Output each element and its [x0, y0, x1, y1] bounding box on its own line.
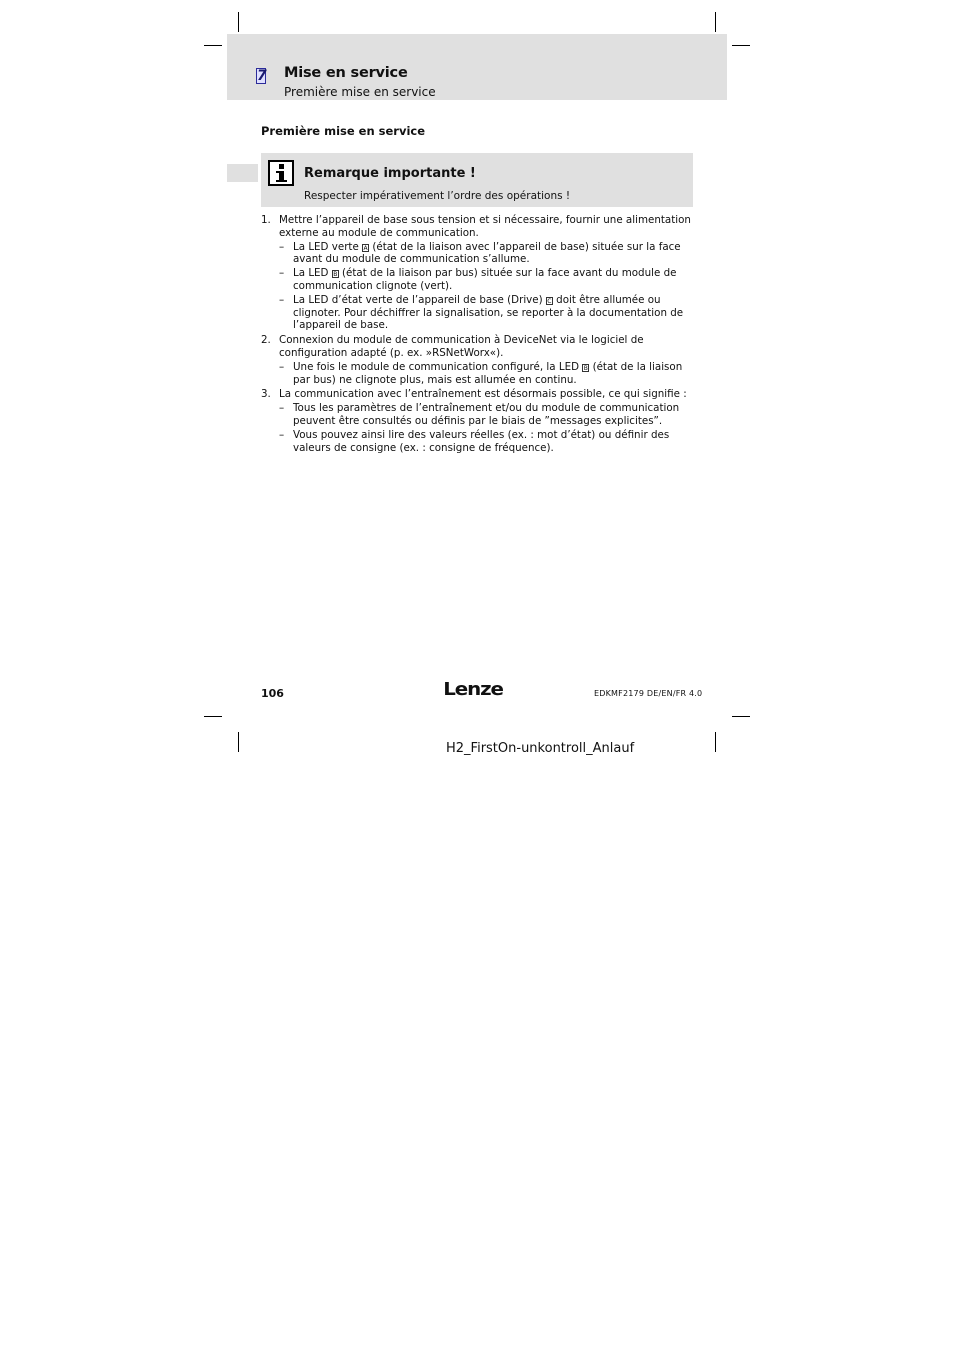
bullet-dash: – — [279, 240, 285, 253]
bullet-text-pre: La LED d’état verte de l’appareil de base (Drive) — [293, 293, 546, 306]
info-icon — [268, 160, 294, 186]
step-item — [261, 214, 695, 332]
footer-tag: H2_FirstOn-unkontroll_Anlauf — [446, 741, 635, 756]
bullet-text — [293, 361, 695, 387]
page-number: 106 — [261, 687, 284, 700]
bullet-text-pre: La LED — [293, 267, 332, 280]
bullet-item — [279, 241, 695, 267]
bullet-item — [279, 402, 695, 428]
led-marker: B — [583, 364, 588, 372]
crop-mark — [238, 12, 239, 32]
chapter-subtitle: Première mise en service — [284, 85, 436, 99]
step-item — [261, 388, 695, 454]
bullet-item — [279, 361, 695, 387]
step-text: Mettre l’appareil de base sous tension et si nécessaire, fournir une alimentation externe au module de communication. — [279, 214, 691, 239]
section-heading: Première mise en service — [261, 124, 426, 138]
crop-mark — [732, 716, 750, 717]
step-number: 1. — [261, 214, 271, 226]
bullet-text — [293, 241, 695, 267]
bullet-dash: – — [279, 360, 285, 373]
bullet-text-pre: Tous les paramètres de l’entraînement et/ou du module de communication peuvent être consultés ou définis par le biais de ”messages explicites”. — [293, 402, 680, 427]
step-text: La communication avec l’entraînement est désormais possible, ce qui signifie : — [279, 388, 687, 401]
step-text: Connexion du module de communication à DeviceNet via le logiciel de configuration adapté (p. ex. »RSNetWorx«). — [279, 334, 644, 359]
bullet-text-post: (état de la liaison avec l’appareil de base) située sur la face avant du module de communication s’allume. — [293, 240, 681, 266]
bullet-text — [293, 402, 695, 428]
bullet-text-pre: Vous pouvez ainsi lire des valeurs réelles (ex. : mot d’état) ou définir des valeurs de consigne (ex. : consigne de fréquence). — [293, 428, 670, 454]
step-item — [261, 334, 695, 386]
note-title: Remarque importante ! — [304, 166, 476, 181]
bullet-text-post: doit être allumée ou clignoter. Pour déchiffrer la signalisation, se reporter à la documentation de l’appareil de base. — [293, 293, 684, 332]
crop-mark — [732, 45, 750, 46]
chapter-title: Mise en service — [284, 65, 408, 81]
crop-mark — [715, 12, 716, 32]
bullet-dash: – — [279, 267, 285, 280]
bullet-text — [293, 294, 695, 332]
step-number: 2. — [261, 334, 271, 347]
bullet-text-post: (état de la liaison par bus) située sur la face avant du module de communication clignote (vert). — [293, 267, 677, 292]
bullet-dash: – — [279, 402, 285, 415]
bullet-text-pre: Une fois le module de communication configuré, la LED — [293, 360, 583, 373]
steps-list — [261, 214, 695, 456]
side-tab — [227, 164, 258, 182]
bullet-text-pre: La LED verte — [293, 240, 363, 253]
bullet-dash: – — [279, 293, 285, 306]
crop-mark — [204, 45, 222, 46]
bullet-item — [279, 294, 695, 332]
bullet-item — [279, 267, 695, 293]
bullet-text — [293, 429, 695, 455]
led-marker: B — [333, 271, 338, 279]
document-reference: EDKMF2179 DE/EN/FR 4.0 — [594, 689, 703, 698]
chapter-number: 7 — [257, 68, 267, 84]
bullet-text-post: (état de la liaison par bus) ne clignote plus, mais est allumée en continu. — [293, 360, 683, 386]
bullet-dash: – — [279, 428, 285, 441]
crop-mark — [238, 732, 239, 752]
brand-logo: Lenze — [443, 679, 503, 700]
step-number: 3. — [261, 388, 271, 401]
bullet-item — [279, 429, 695, 455]
crop-mark — [715, 732, 716, 752]
crop-mark — [204, 716, 222, 717]
led-marker: C — [547, 297, 552, 305]
led-marker: A — [363, 244, 368, 252]
note-text: Respecter impérativement l’ordre des opérations ! — [304, 190, 571, 202]
bullet-text — [293, 267, 695, 293]
